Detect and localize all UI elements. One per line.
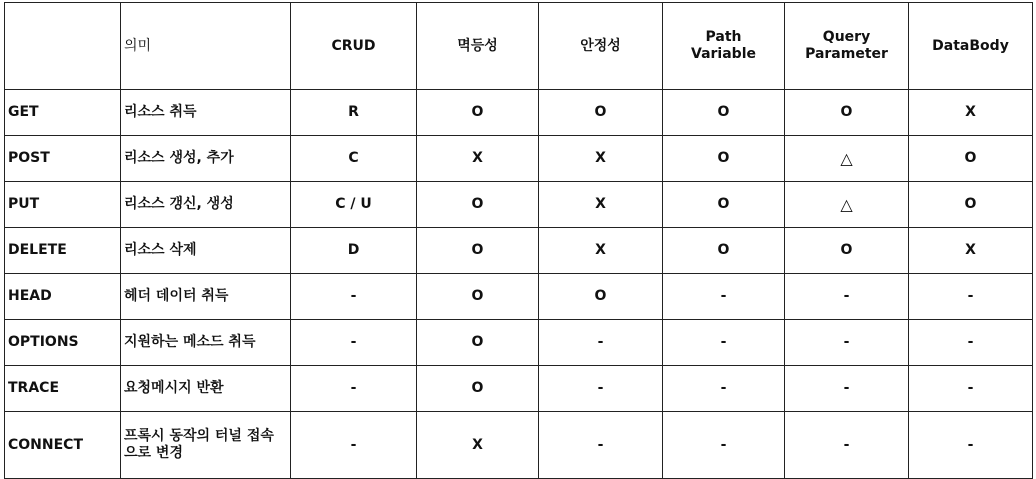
meaning-cell: 헤더 데이터 취득 — [121, 274, 291, 320]
header-path-variable: Path Variable — [663, 3, 785, 90]
path-variable-cell: O — [663, 182, 785, 228]
table-row — [5, 228, 1033, 274]
meaning-cell: 프록시 동작의 터널 접속 으로 변경 — [121, 412, 291, 479]
safe-cell: - — [539, 366, 663, 412]
crud-cell: D — [291, 228, 417, 274]
crud-cell: - — [291, 320, 417, 366]
safe-cell: - — [539, 320, 663, 366]
query-parameter-cell: - — [785, 366, 909, 412]
data-body-cell: O — [909, 136, 1033, 182]
query-parameter-cell: △ — [785, 136, 909, 182]
method-cell: TRACE — [5, 366, 121, 412]
crud-cell: - — [291, 366, 417, 412]
method-cell: OPTIONS — [5, 320, 121, 366]
table-row — [5, 136, 1033, 182]
header-meaning: 의미 — [121, 3, 291, 90]
data-body-cell: X — [909, 90, 1033, 136]
safe-cell: O — [539, 90, 663, 136]
method-cell: HEAD — [5, 274, 121, 320]
crud-cell: C — [291, 136, 417, 182]
query-parameter-cell: - — [785, 320, 909, 366]
meaning-cell: 리소스 갱신, 생성 — [121, 182, 291, 228]
meaning-cell: 리소스 삭제 — [121, 228, 291, 274]
safe-cell: X — [539, 136, 663, 182]
header-crud: CRUD — [291, 3, 417, 90]
path-variable-cell: - — [663, 274, 785, 320]
header-query-parameter: Query Parameter — [785, 3, 909, 90]
query-parameter-cell: O — [785, 90, 909, 136]
idempotent-cell: O — [417, 90, 539, 136]
method-cell: POST — [5, 136, 121, 182]
path-variable-cell: O — [663, 136, 785, 182]
method-cell: DELETE — [5, 228, 121, 274]
table-row — [5, 274, 1033, 320]
path-variable-cell: O — [663, 90, 785, 136]
table-row — [5, 412, 1033, 479]
crud-cell: R — [291, 90, 417, 136]
table-row — [5, 182, 1033, 228]
safe-cell: X — [539, 182, 663, 228]
data-body-cell: - — [909, 366, 1033, 412]
idempotent-cell: X — [417, 412, 539, 479]
data-body-cell: O — [909, 182, 1033, 228]
idempotent-cell: O — [417, 182, 539, 228]
header-data-body: DataBody — [909, 3, 1033, 90]
meaning-cell: 리소스 취득 — [121, 90, 291, 136]
crud-cell: - — [291, 274, 417, 320]
table-row — [5, 366, 1033, 412]
safe-cell: X — [539, 228, 663, 274]
http-methods-table — [4, 2, 1033, 479]
crud-cell: C / U — [291, 182, 417, 228]
idempotent-cell: O — [417, 320, 539, 366]
table-row — [5, 320, 1033, 366]
table-row — [5, 90, 1033, 136]
path-variable-cell: - — [663, 412, 785, 479]
meaning-cell: 지원하는 메소드 취득 — [121, 320, 291, 366]
method-cell: PUT — [5, 182, 121, 228]
query-parameter-cell: △ — [785, 182, 909, 228]
idempotent-cell: O — [417, 274, 539, 320]
path-variable-cell: O — [663, 228, 785, 274]
data-body-cell: - — [909, 274, 1033, 320]
data-body-cell: X — [909, 228, 1033, 274]
query-parameter-cell: - — [785, 412, 909, 479]
idempotent-cell: O — [417, 366, 539, 412]
idempotent-cell: X — [417, 136, 539, 182]
meaning-cell: 요청메시지 반환 — [121, 366, 291, 412]
header-safe: 안정성 — [539, 3, 663, 90]
header-row — [5, 3, 1033, 90]
path-variable-cell: - — [663, 320, 785, 366]
safe-cell: - — [539, 412, 663, 479]
meaning-cell: 리소스 생성, 추가 — [121, 136, 291, 182]
method-cell: CONNECT — [5, 412, 121, 479]
path-variable-cell: - — [663, 366, 785, 412]
data-body-cell: - — [909, 412, 1033, 479]
query-parameter-cell: O — [785, 228, 909, 274]
header-idempotent: 멱등성 — [417, 3, 539, 90]
crud-cell: - — [291, 412, 417, 479]
data-body-cell: - — [909, 320, 1033, 366]
header-method — [5, 3, 121, 90]
query-parameter-cell: - — [785, 274, 909, 320]
idempotent-cell: O — [417, 228, 539, 274]
method-cell: GET — [5, 90, 121, 136]
safe-cell: O — [539, 274, 663, 320]
